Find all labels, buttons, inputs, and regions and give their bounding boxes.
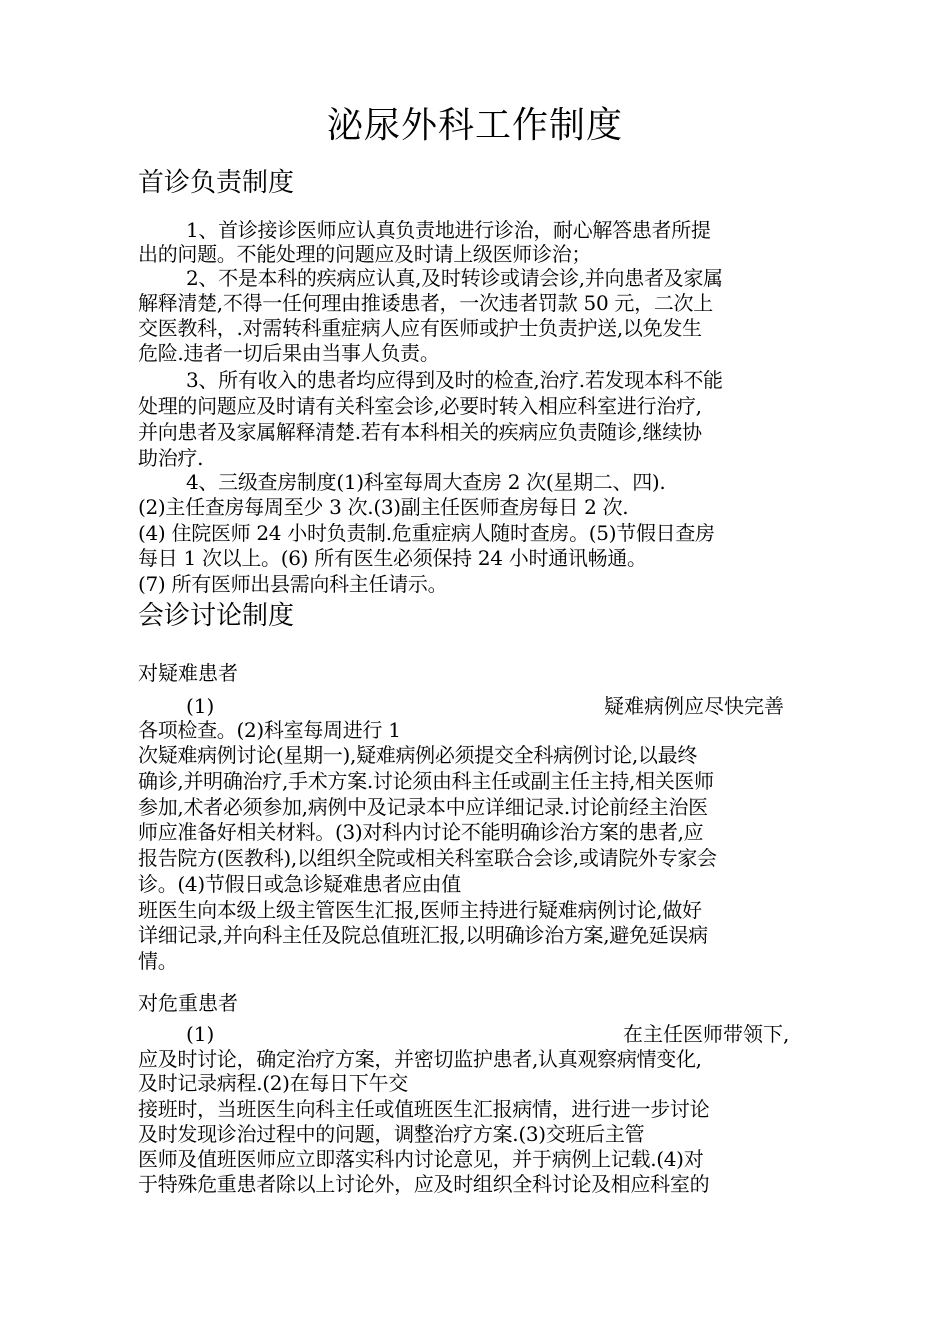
paragraph-line: 诊。(4)节假日或急诊疑难患者应由值: [138, 872, 461, 896]
paragraph-line: 参加,术者必须参加,病例中及记录本中应详细记录.讨论前经主治医: [138, 795, 708, 819]
paragraph-line: 并向患者及家属解释清楚.若有本科相关的疾病应负责随诊,继续协: [138, 420, 702, 444]
paragraph-line: 解释清楚,不得一任何理由推诿患者，一次违者罚款 50 元，二次上: [138, 291, 713, 315]
paragraph-line: 次疑难病例讨论(星期一),疑难病例必须提交全科病例讨论,以最终: [138, 743, 698, 767]
section-heading-consultation: 会诊讨论制度: [138, 601, 295, 631]
paragraph-line: 处理的问题应及时请有关科室会诊,必要时转入相应科室进行治疗,: [138, 394, 702, 418]
paragraph-line: 班医生向本级上级主管医生汇报,医师主持进行疑难病例讨论,做好: [138, 898, 702, 922]
paragraph-line: 及时发现诊治过程中的问题，调整治疗方案.(3)交班后主管: [138, 1122, 645, 1146]
item-number: (1): [186, 1022, 215, 1046]
subheading-difficult-patients: 对疑难患者: [138, 661, 238, 685]
paragraph-line: 交医教科，.对需转科重症病人应有医师或护士负责护送,以免发生: [138, 316, 702, 340]
subheading-critical-patients: 对危重患者: [138, 991, 238, 1015]
paragraph-line: 危险.违者一切后果由当事人负责。: [138, 341, 440, 365]
paragraph-line: 在主任医师带领下,: [623, 1022, 790, 1046]
paragraph-line: 师应准备好相关材料。(3)对科内讨论不能明确诊治方案的患者,应: [138, 820, 704, 844]
paragraph-line: 3、所有收入的患者均应得到及时的检查,治疗.若发现本科不能: [186, 368, 723, 392]
paragraph-line: (7) 所有医师出县需向科主任请示。: [138, 572, 448, 596]
paragraph-line: 4、三级查房制度(1)科室每周大查房 2 次(星期二、四).: [186, 470, 666, 494]
paragraph-line: (2)主任查房每周至少 3 次.(3)副主任医师查房每日 2 次.: [138, 495, 629, 519]
paragraph-line: 医师及值班医师应立即落实科内讨论意见，并于病例上记载.(4)对: [138, 1147, 704, 1171]
paragraph-line: 助治疗.: [138, 446, 204, 470]
paragraph-line: 详细记录,并向科主任及院总值班汇报,以明确诊治方案,避免延误病: [138, 923, 708, 947]
paragraph-line: 应及时讨论，确定治疗方案，并密切监护患者,认真观察病情变化,: [138, 1047, 702, 1071]
paragraph-line: 接班时，当班医生向科主任或值班医生汇报病情，进行进一步讨论: [138, 1097, 710, 1121]
paragraph-line: (4) 住院医师 24 小时负责制.危重症病人随时查房。(5)节假日查房: [138, 521, 715, 545]
paragraph-line: 报告院方(医教科),以组织全院或相关科室联合会诊,或请院外专家会: [138, 846, 717, 870]
paragraph-line: 2、不是本科的疾病应认真,及时转诊或请会诊,并向患者及家属: [186, 266, 723, 290]
item-number: (1): [186, 694, 215, 718]
paragraph-line: 及时记录病程.(2)在每日下午交: [138, 1071, 408, 1095]
paragraph-line: 每日 1 次以上。(6) 所有医生必须保持 24 小时通讯畅通。: [138, 546, 647, 570]
paragraph-line: 各项检查。(2)科室每周进行 1: [138, 718, 401, 742]
paragraph-line: 情。: [138, 949, 178, 973]
section-heading-first-visit: 首诊负责制度: [138, 168, 295, 198]
document-title: 泌尿外科工作制度: [326, 105, 623, 146]
paragraph-line: 出的问题。不能处理的问题应及时请上级医师诊治；: [138, 242, 592, 266]
paragraph-line: 1、首诊接诊医师应认真负责地进行诊治，耐心解答患者所提: [186, 218, 711, 242]
paragraph-line: 疑难病例应尽快完善: [604, 694, 784, 718]
paragraph-line: 确诊,并明确治疗,手术方案.讨论须由科主任或副主任主持,相关医师: [138, 769, 714, 793]
paragraph-line: 于特殊危重患者除以上讨论外，应及时组织全科讨论及相应科室的: [138, 1172, 710, 1196]
